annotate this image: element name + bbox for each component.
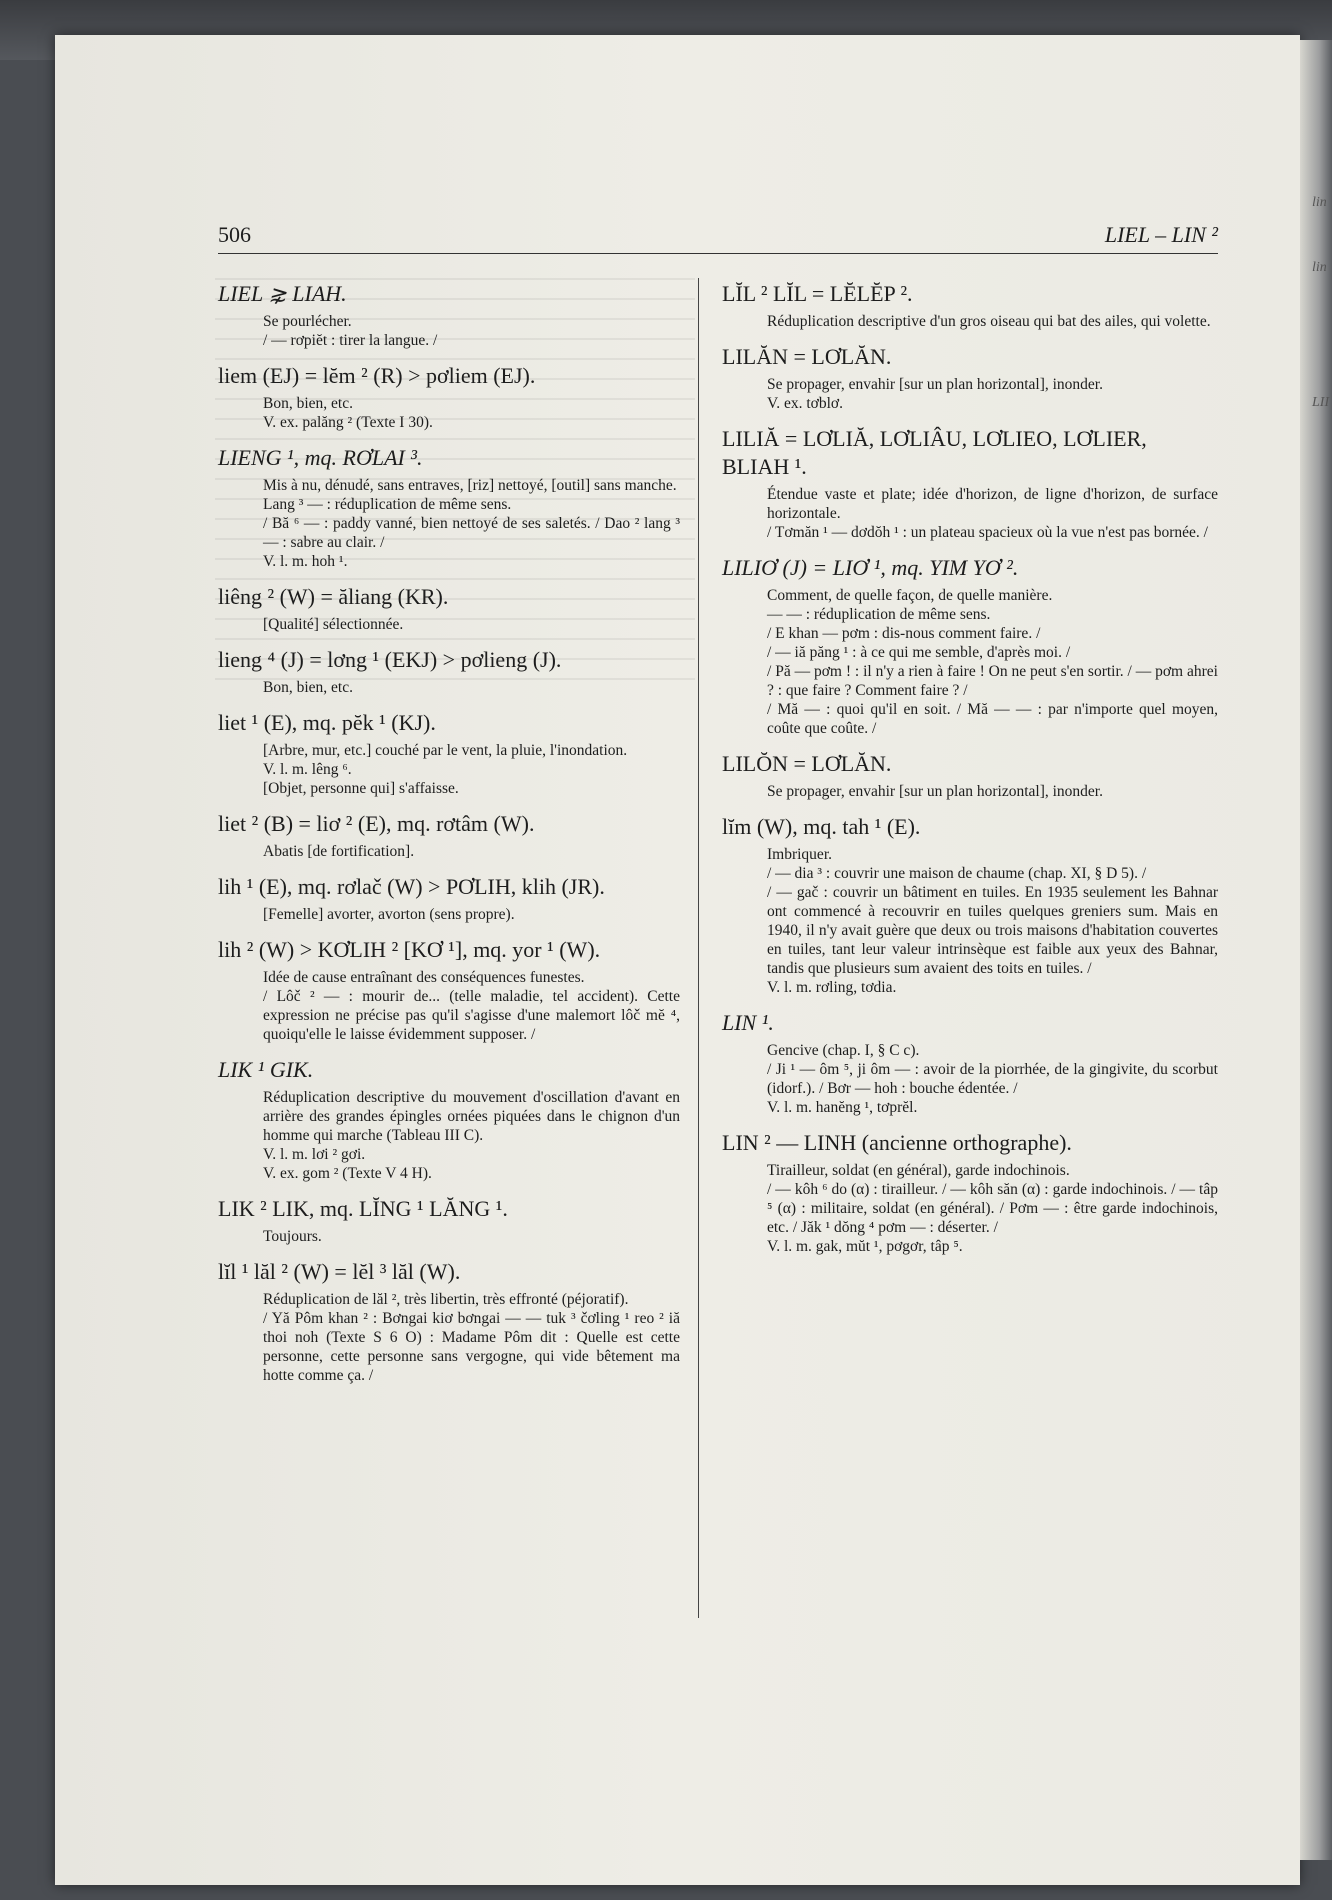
- entry-headword: lih ² (W) > KƠLIH ² [KƠ ¹], mq. yor ¹ (W).: [218, 937, 601, 962]
- column-divider: [698, 278, 699, 1618]
- definition-line: V. ex. gom ² (Texte V 4 H).: [263, 1165, 432, 1182]
- definition-line: [Qualité] sélectionnée.: [263, 616, 404, 633]
- dictionary-entry: [218, 1056, 680, 1183]
- entry-headword: LIN ¹.: [722, 1010, 774, 1035]
- entry-headword: liem (EJ) = lĕm ² (R) > pơliem (EJ).: [218, 363, 536, 388]
- entry-definition: [767, 485, 1218, 542]
- definition-line: V. ex. tơblơ.: [767, 395, 843, 412]
- definition-line: / Tơmăn ¹ — dơdŏh ¹ : un plateau spacieux où la vue n'est pas bornée. /: [767, 524, 1208, 541]
- dictionary-entry: [218, 709, 680, 798]
- definition-line: Se propager, envahir [sur un plan horizontal], inonder.: [767, 376, 1103, 393]
- definition-line: V. l. m. hanĕng ¹, tơprĕl.: [767, 1099, 918, 1116]
- dictionary-entry: [722, 425, 1218, 542]
- definition-line: [Femelle] avorter, avorton (sens propre).: [263, 906, 515, 923]
- entry-headword: LIK ¹ GIK.: [218, 1057, 314, 1082]
- dictionary-entry: [218, 583, 680, 634]
- definition-line: / E khan — pơm : dis-nous comment faire. /: [767, 625, 1041, 642]
- definition-line: / — kôh ⁶ do (α) : tirailleur. / — kôh săn (α) : garde indochinois. / — tâp ⁵ (α) : militaire, soldat (en général). / Pơm — : être garde indochinois, etc. / Jăk ¹ dŏng ⁴ pơm — : déserter. /: [767, 1181, 1218, 1236]
- definition-line: Réduplication descriptive du mouvement d'oscillation d'avant en arrière des grandes épingles ornées piquées dans le chignon d'un homme qui marche (Tableau III C).: [263, 1089, 680, 1144]
- definition-line: Lang ³ — : réduplication de même sens.: [263, 496, 512, 513]
- definition-line: V. l. m. lơi ² gơi.: [263, 1146, 366, 1163]
- dictionary-entry: [722, 813, 1218, 997]
- definition-line: / — rơpiĕt : tirer la langue. /: [263, 332, 438, 349]
- entry-definition: [263, 1227, 680, 1246]
- definition-line: / Mă — : quoi qu'il en soit. / Mă — — : par n'importe quel moyen, coûte que coûte. /: [767, 701, 1218, 737]
- definition-line: Bon, bien, etc.: [263, 395, 353, 412]
- definition-line: / Lôč ² — : mourir de... (telle maladie, tel accident). Cette expression ne précise pas qu'il s'agisse d'une malemort lôč mĕ ⁴, quoiqu'elle le laisse évidemment supposer. /: [263, 988, 680, 1043]
- entry-definition: [263, 968, 680, 1044]
- definition-line: Bon, bien, etc.: [263, 679, 353, 696]
- entry-headword: lĭm (W), mq. tah ¹ (E).: [722, 814, 921, 839]
- entry-definition: [767, 845, 1218, 997]
- entry-headword: liêng ² (W) = ăliang (KR).: [218, 584, 449, 609]
- entry-definition: [263, 476, 680, 571]
- dictionary-entry: [218, 810, 680, 861]
- dictionary-entry: [218, 646, 680, 697]
- definition-line: / — dia ³ : couvrir une maison de chaume (chap. XI, § D 5). /: [767, 865, 1147, 882]
- definition-line: V. l. m. gak, mŭt ¹, pơgơr, tâp ⁵.: [767, 1238, 963, 1255]
- dictionary-entry: [722, 554, 1218, 738]
- entry-definition: [263, 678, 680, 697]
- definition-line: V. ex. palăng ² (Texte I 30).: [263, 414, 433, 431]
- entry-headword: LIENG ¹, mq. RƠLAI ³.: [218, 445, 423, 470]
- page-header: [218, 222, 1218, 252]
- entry-definition: [767, 375, 1218, 413]
- entry-definition: [767, 1161, 1218, 1256]
- entry-headword: liet ¹ (E), mq. pĕk ¹ (KJ).: [218, 710, 436, 735]
- entry-headword: LILIƠ (J) = LIƠ ¹, mq. YIM YƠ ².: [722, 555, 1019, 580]
- dictionary-entry: [722, 1129, 1218, 1256]
- definition-line: / Yă Pôm khan ² : Bơngai kiơ bơngai — — tuk ³ čơling ¹ reo ² iă thoi noh (Texte S 6 O) : Madame Pôm dit : Quelle est cette personne, cette personne sans vergogne, qui vide bêtement ma hotte comme ça. /: [263, 1310, 680, 1384]
- dictionary-entry: [218, 1195, 680, 1246]
- edge-text-mid: lin: [1312, 260, 1327, 275]
- entry-headword: LILIĂ = LƠLIĂ, LƠLIÂU, LƠLIEO, LƠLIER, BLIAH ¹.: [722, 426, 1147, 479]
- entry-headword: LILŎN = LƠLĂN.: [722, 751, 892, 776]
- definition-line: Se pourlécher.: [263, 313, 352, 330]
- entry-headword: lĭl ¹ lăl ² (W) = lĕl ³ lăl (W).: [218, 1259, 461, 1284]
- definition-line: Mis à nu, dénudé, sans entraves, [riz] nettoyé, [outil] sans manche.: [263, 477, 677, 494]
- dictionary-entry: [218, 1258, 680, 1385]
- entry-headword: LIK ² LIK, mq. LĬNG ¹ LĂNG ¹.: [218, 1196, 508, 1221]
- entry-headword: LIN ² — LINH (ancienne orthographe).: [722, 1130, 1072, 1155]
- definition-line: Abatis [de fortification].: [263, 843, 415, 860]
- right-column: [722, 280, 1218, 1268]
- dictionary-entry: [218, 362, 680, 432]
- definition-line: / — gač : couvrir un bâtiment en tuiles. En 1935 seulement les Bahnar ont commencé à recouvrir en tuiles quelques greniers sum. Mais en 1940, il n'y avait guère que deux ou trois maisons d'habitation couvertes en tuiles, tant leur valeur intrinsèque est faible aux yeux des Bahnar, tandis que plusieurs sum avaient des toits en tuiles. /: [767, 884, 1218, 977]
- definition-line: / Pă — pơm ! : il n'y a rien à faire ! On ne peut s'en sortir. / — pơm ahrei ? : que faire ? Comment faire ? /: [767, 663, 1218, 699]
- definition-line: [Objet, personne qui] s'affaisse.: [263, 780, 459, 797]
- entry-definition: [263, 394, 680, 432]
- entry-definition: [767, 586, 1218, 738]
- dictionary-entry: [722, 343, 1218, 413]
- entry-definition: [767, 1041, 1218, 1117]
- facing-page-edge: [1300, 40, 1332, 1860]
- entry-definition: [263, 1290, 680, 1385]
- edge-text-top: lin: [1312, 195, 1327, 210]
- dictionary-entry: [218, 444, 680, 571]
- definition-line: Réduplication descriptive d'un gros oiseau qui bat des ailes, qui volette.: [767, 313, 1211, 330]
- definition-line: Étendue vaste et plate; idée d'horizon, de ligne d'horizon, de surface horizontale.: [767, 486, 1218, 522]
- entry-definition: [767, 782, 1218, 801]
- entry-definition: [767, 312, 1218, 331]
- definition-line: — — : réduplication de même sens.: [767, 606, 991, 623]
- dictionary-entry: [218, 936, 680, 1044]
- definition-line: Se propager, envahir [sur un plan horizontal], inonder.: [767, 783, 1103, 800]
- entry-definition: [263, 1088, 680, 1183]
- definition-line: Comment, de quelle façon, de quelle manière.: [767, 587, 1053, 604]
- entry-definition: [263, 905, 680, 924]
- running-head: LIEL – LIN ²: [1104, 222, 1218, 247]
- definition-line: Idée de cause entraînant des conséquences funestes.: [263, 969, 585, 986]
- definition-line: / Ji ¹ — ôm ⁵, ji ôm — : avoir de la piorrhée, de la gingivite, du scorbut (idorf.). / Bơr — hoh : bouche édentée. /: [767, 1061, 1218, 1097]
- page-number: 506: [218, 222, 251, 247]
- definition-line: Tirailleur, soldat (en général), garde indochinois.: [767, 1162, 1070, 1179]
- entry-headword: liet ² (B) = liơ ² (E), mq. rơtâm (W).: [218, 811, 535, 836]
- definition-line: Réduplication de lăl ², très libertin, très effronté (péjoratif).: [263, 1291, 629, 1308]
- entry-headword: LILĂN = LƠLĂN.: [722, 344, 892, 369]
- definition-line: Imbriquer.: [767, 846, 832, 863]
- definition-line: Gencive (chap. I, § C c).: [767, 1042, 920, 1059]
- dictionary-entry: [218, 873, 680, 924]
- entry-headword: lih ¹ (E), mq. rơlač (W) > PƠLIH, klih (JR).: [218, 874, 605, 899]
- dictionary-entry: [218, 280, 680, 350]
- entry-definition: [263, 842, 680, 861]
- entry-headword: lieng ⁴ (J) = lơng ¹ (EKJ) > pơlieng (J).: [218, 647, 562, 672]
- definition-line: Toujours.: [263, 1228, 322, 1245]
- definition-line: V. l. m. hoh ¹.: [263, 553, 348, 570]
- header-rule: [218, 253, 1218, 254]
- dictionary-entry: [722, 750, 1218, 801]
- entry-definition: [263, 312, 680, 350]
- entry-definition: [263, 741, 680, 798]
- entry-headword: LIEL ⋧ LIAH.: [218, 281, 347, 306]
- left-column: [218, 280, 680, 1397]
- dictionary-entry: [722, 1009, 1218, 1117]
- definition-line: V. l. m. rơling, tơdia.: [767, 979, 897, 996]
- definition-line: / — iă păng ¹ : à ce qui me semble, d'après moi. /: [767, 644, 1071, 661]
- edge-text-lower: LII: [1312, 395, 1330, 410]
- dictionary-entry: [722, 280, 1218, 331]
- entry-headword: LĬL ² LĬL = LĔLĔP ².: [722, 281, 913, 306]
- definition-line: V. l. m. lêng ⁶.: [263, 761, 352, 778]
- entry-definition: [263, 615, 680, 634]
- definition-line: / Bă ⁶ — : paddy vanné, bien nettoyé de ses saletés. / Dao ² lang ³ — : sabre au clair. /: [263, 515, 680, 551]
- definition-line: [Arbre, mur, etc.] couché par le vent, la pluie, l'inondation.: [263, 742, 628, 759]
